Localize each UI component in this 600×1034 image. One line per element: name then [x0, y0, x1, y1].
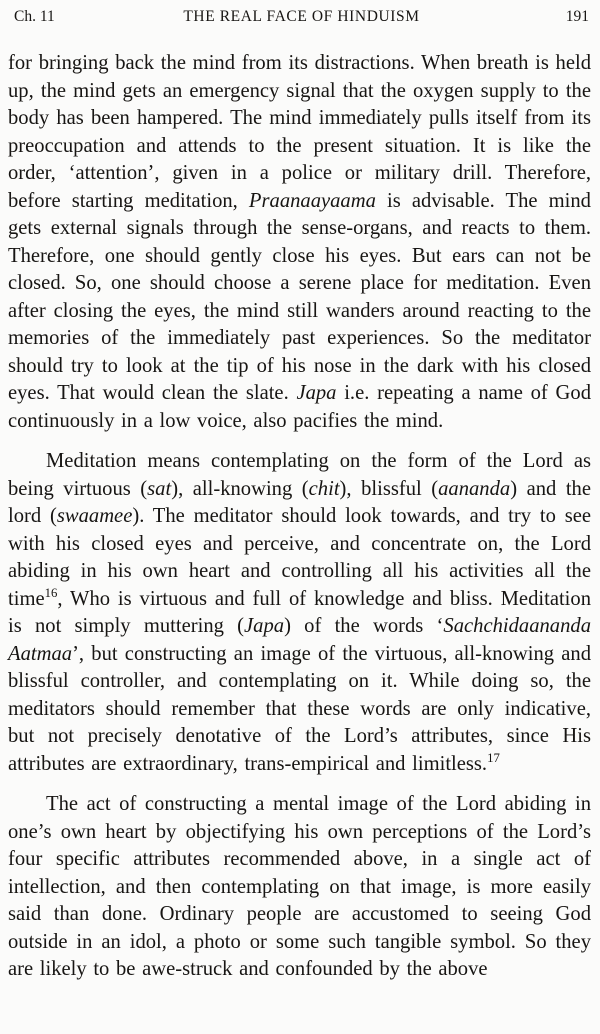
text-run-italic: sat	[147, 477, 172, 500]
chapter-label: Ch. 11	[14, 8, 55, 25]
page-number: 191	[565, 8, 589, 25]
footnote-ref-16: 16	[44, 585, 58, 600]
text-run-italic: swaamee	[56, 505, 133, 527]
text-run: ) and the lord (	[8, 477, 591, 527]
text-run-italic: aananda	[438, 477, 511, 500]
text-run-italic: Sachchidaananda Aatmaa	[8, 615, 591, 665]
page-header	[14, 8, 589, 26]
text-run: for bringing back the mind from its distractions. When breath is held up, the mind gets an emergency signal that the oxygen supply to the body has been hampered. The mind immediately pulls itself from its preoccupation and attends to the present situation. It is like the order, ‘attention’, given in a police or military drill. Therefore, before starting meditation,	[8, 52, 591, 212]
text-run: i.e. repeating a name of God continuously in a low voice, also pacifies the mind.	[8, 382, 591, 432]
text-run: is advisable. The mind gets external signals through the sense-organs, and reacts to them. Therefore, one should gently close his eyes. But ears can not be closed. So, one should choose a serene place for meditation. Even after closing the eyes, the mind still wanders around reacting to the memories of the immediately past experiences. So the meditator should try to look at the tip of his nose in the dark with his closed eyes. That would clean the slate.	[8, 189, 591, 404]
running-title: THE REAL FACE OF HINDUISM	[183, 8, 420, 25]
text-run: Meditation means contemplating on the form of the Lord as being virtuous (	[8, 450, 591, 500]
text-run-italic: Japa	[296, 382, 337, 404]
text-run: ), blissful (	[339, 477, 439, 500]
text-run: , Who is virtuous and full of knowledge and bliss. Meditation is not simply muttering (	[8, 587, 591, 637]
body-paragraph-1	[8, 50, 591, 435]
body-paragraph-2	[8, 448, 591, 778]
text-run-italic: Japa	[244, 615, 285, 637]
text-run: ) of the words ‘	[284, 615, 444, 637]
text-run-italic: chit	[308, 477, 340, 500]
text-run: ), all-knowing (	[171, 477, 309, 500]
text-run: ). The meditator should look towards, and try to see with his closed eyes and perceive, and concentrate on, the Lord abiding in his own heart and controlling all his activities all the time	[8, 505, 591, 610]
text-run: The act of constructing a mental image of the Lord abiding in one’s own heart by objectifying his own perceptions of the Lord’s four specific attributes recommended above, in a single act of intellection, and then contemplating on that image, is more easily said than done. Ordinary people are accustomed to seeing God outside in an idol, a photo or some such tangible symbol. So they are likely to be awe-struck and confounded by the above	[8, 793, 591, 980]
text-run-italic: Praanaayaama	[248, 189, 376, 212]
body-text	[8, 50, 591, 984]
text-run: ’, but constructing an image of the virtuous, all-knowing and blissful controller, and contemplating on it. While doing so, the meditators should remember that these words are only indicative, but not precisely denotative of the Lord’s attributes, since His attributes are extraordinary, trans-empirical and limitless.	[8, 642, 591, 775]
body-paragraph-3	[8, 791, 591, 984]
footnote-ref-17: 17	[487, 750, 500, 765]
